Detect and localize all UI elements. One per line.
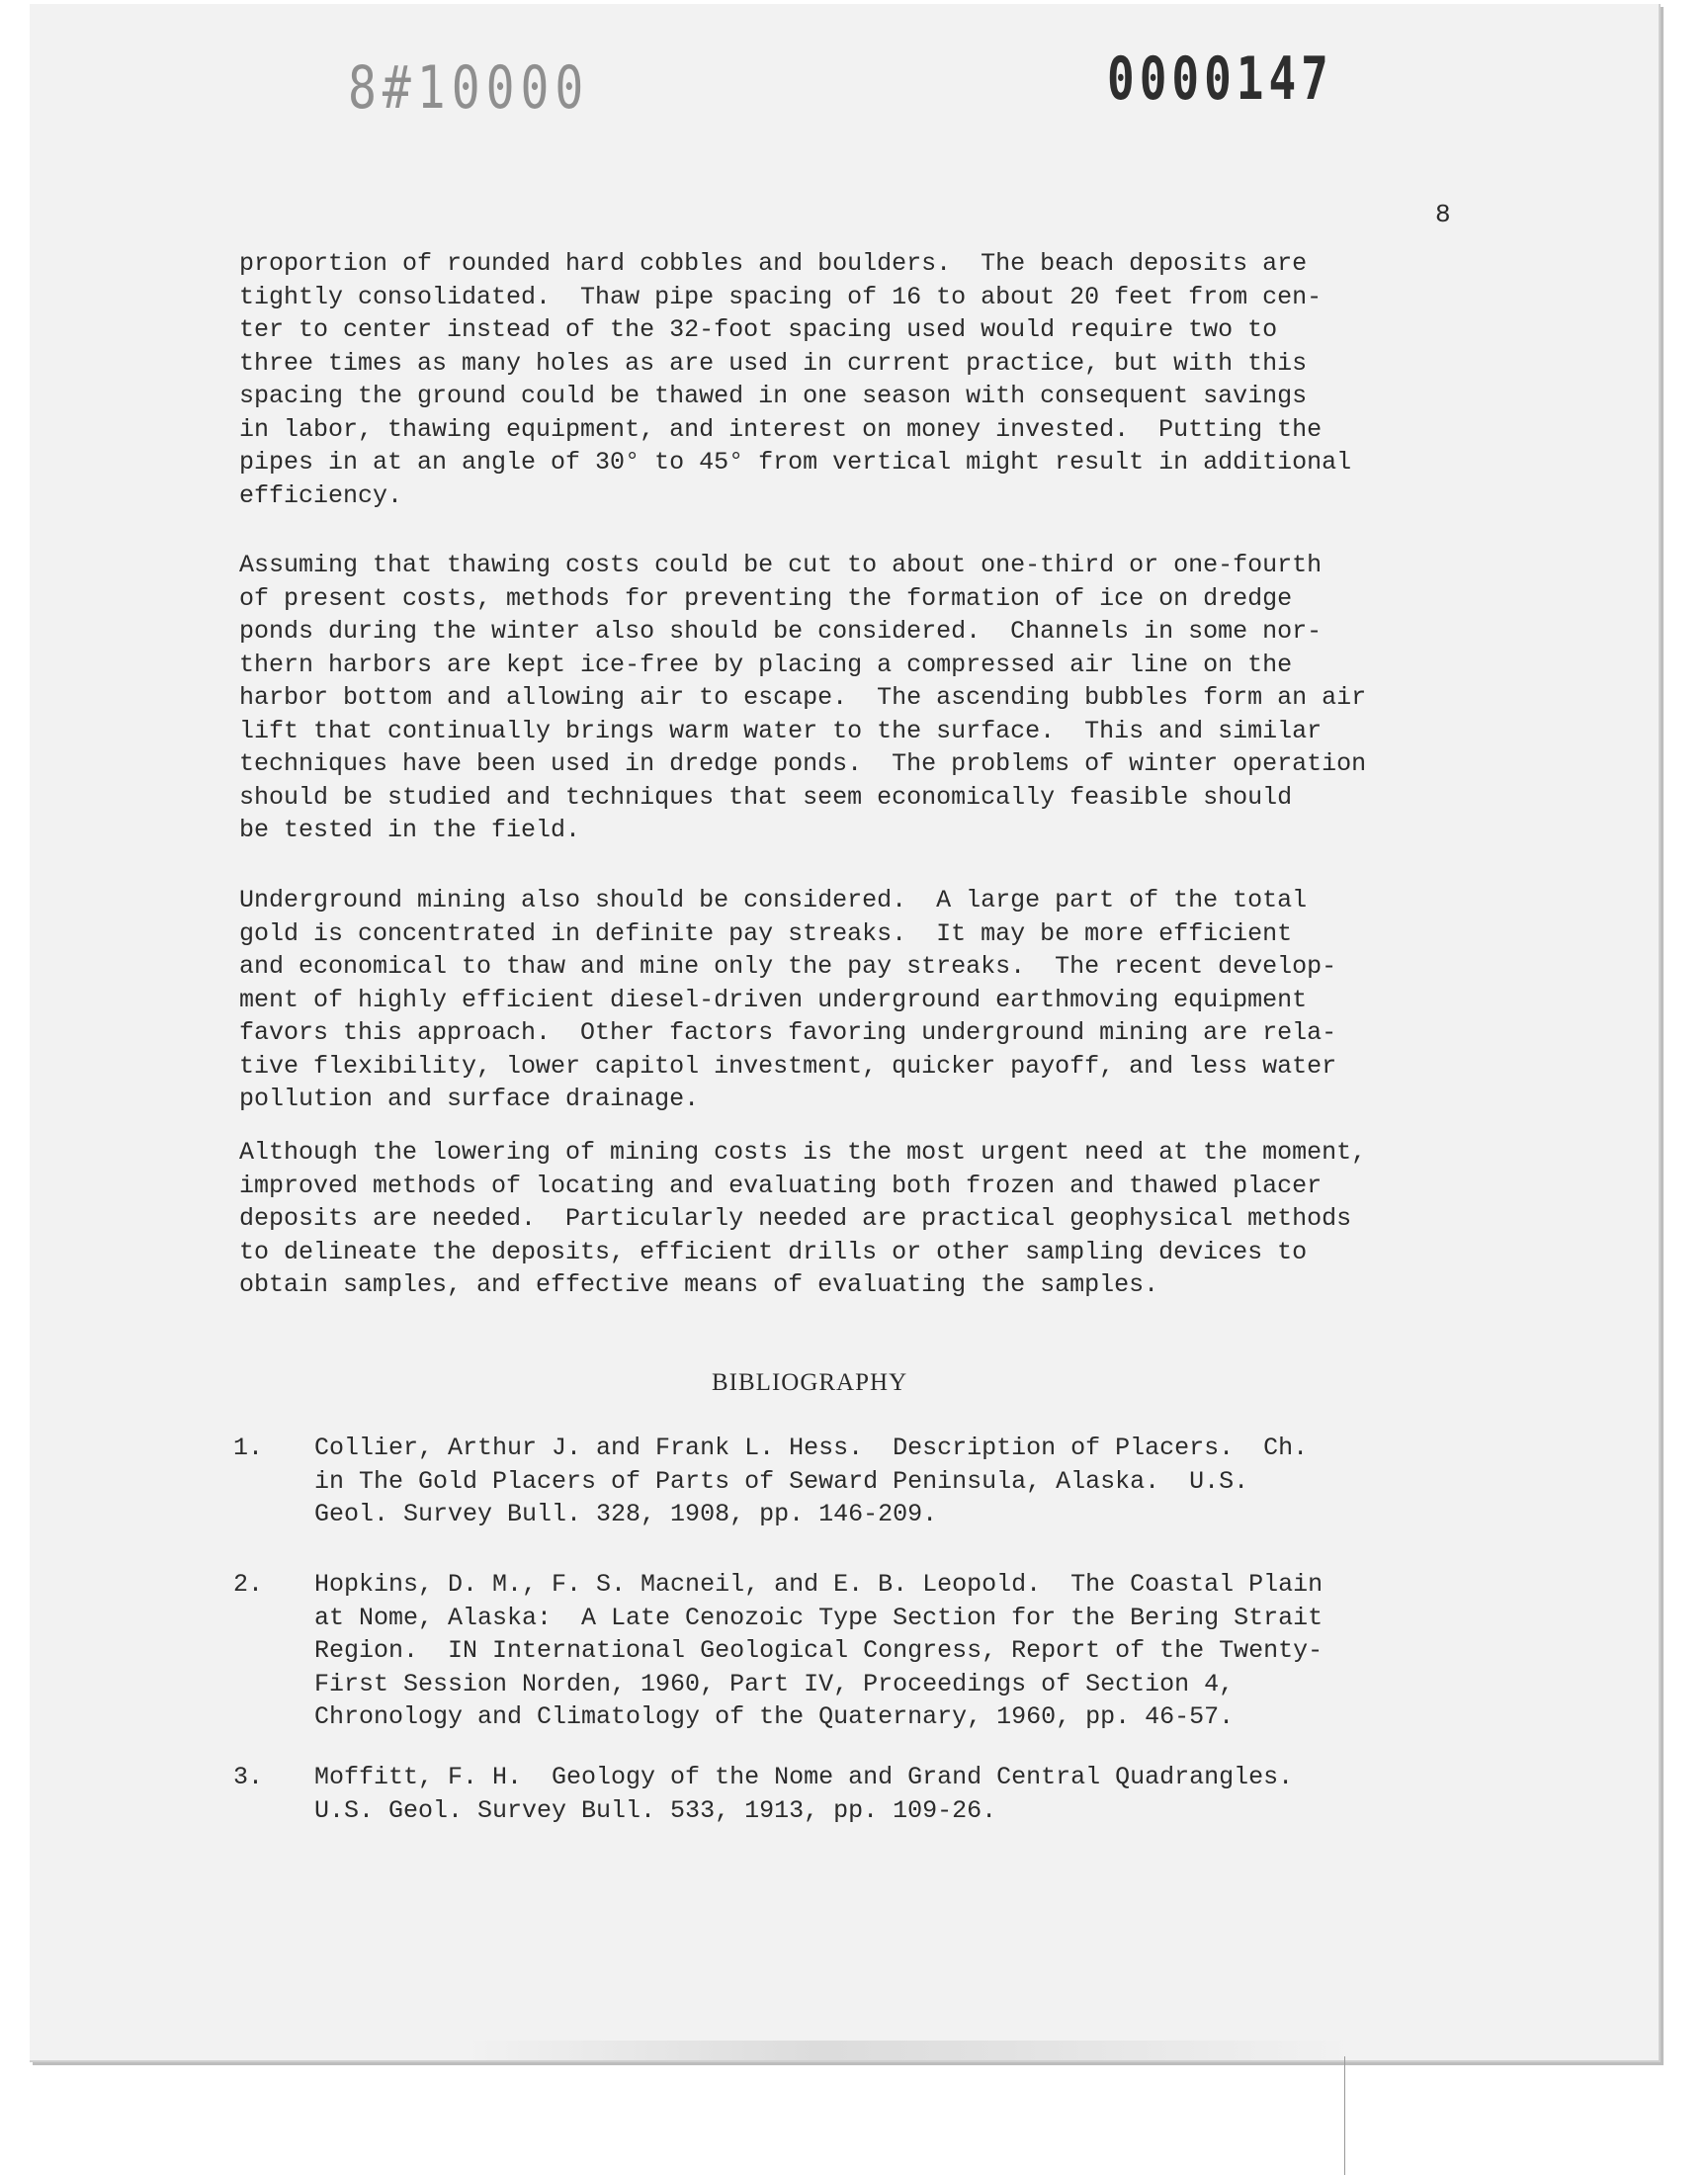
bibliography-entry-text: Hopkins, D. M., F. S. Macneil, and E. B. Leopold. The Coastal Plain at Nome, Alaska: A Late Cenozoic Type Section for the Bering Strait Region. IN International Geological Congress, Report of the Twenty- First Session Norden, 1960, Part IV, Proceedings of Section 4, Chronology and Climatology of the Quaternary, 1960, pp. 46-57. <box>314 1570 1324 1731</box>
bibliography-entry-number: 2. <box>233 1570 264 1599</box>
paragraph-thaw-pipe-spacing: proportion of rounded hard cobbles and boulders. The beach deposits are tightly consolidated. Thaw pipe spacing of 16 to about 20 feet from cen- ter to center instead of the 32-foot spacing used would require two to three times as many holes as are used in current practice, but with this spacing the ground could be thawed in one season with consequent savings in labor, thawing equipment, and interest on money invested. Putting the pipes in at an angle of 30° to 45° from vertical might result in additional efficiency. <box>239 249 1352 510</box>
scan-artifact-line <box>1344 2056 1345 2175</box>
document-id-stamp: 8#10000 <box>348 53 590 123</box>
scan-artifact-shading <box>465 2041 1354 2060</box>
bibliography-heading: BIBLIOGRAPHY <box>712 1369 908 1396</box>
bibliography-entry-text: Collier, Arthur J. and Frank L. Hess. Description of Placers. Ch. in The Gold Placers of Parts of Seward Peninsula, Alaska. U.S. Geol. Survey Bull. 328, 1908, pp. 146-209. <box>314 1434 1309 1528</box>
bibliography-entry-number: 3. <box>233 1763 264 1791</box>
page-sequence-stamp: 0000147 <box>1107 44 1333 114</box>
document-page <box>30 4 1661 2062</box>
paragraph-winter-operation: Assuming that thawing costs could be cut to about one-third or one-fourth of present costs, methods for preventing the formation of ice on dredge ponds during the winter also should be considered. Channels in some nor- thern harbors are kept ice-free by placing a compressed air line on the harbor bottom and allowing air to escape. The ascending bubbles form an air lift that continually brings warm water to the surface. This and similar techniques have been used in dredge ponds. The problems of winter operation should be studied and techniques that seem economically feasible should be tested in the field. <box>239 551 1367 844</box>
bibliography-entry-text: Moffitt, F. H. Geology of the Nome and Grand Central Quadrangles. U.S. Geol. Survey Bull. 533, 1913, pp. 109-26. <box>314 1763 1294 1825</box>
bibliography-entry-number: 1. <box>233 1434 264 1462</box>
paragraph-underground-mining: Underground mining also should be considered. A large part of the total gold is concentrated in definite pay streaks. It may be more efficient and economical to thaw and mine only the pay streaks. The recent develop- ment of highly efficient diesel-driven underground earthmoving equipment favors this approach. Other factors favoring underground mining are rela- tive flexibility, lower capitol investment, quicker payoff, and less water pollution and surface drainage. <box>239 886 1337 1113</box>
paragraph-locating-evaluating: Although the lowering of mining costs is the most urgent need at the moment, improved methods of locating and evaluating both frozen and thawed placer deposits are needed. Particularly needed are practical geophysical methods to delineate the deposits, efficient drills or other sampling devices to obtain samples, and effective means of evaluating the samples. <box>239 1138 1367 1299</box>
page-number: 8 <box>1435 200 1451 229</box>
